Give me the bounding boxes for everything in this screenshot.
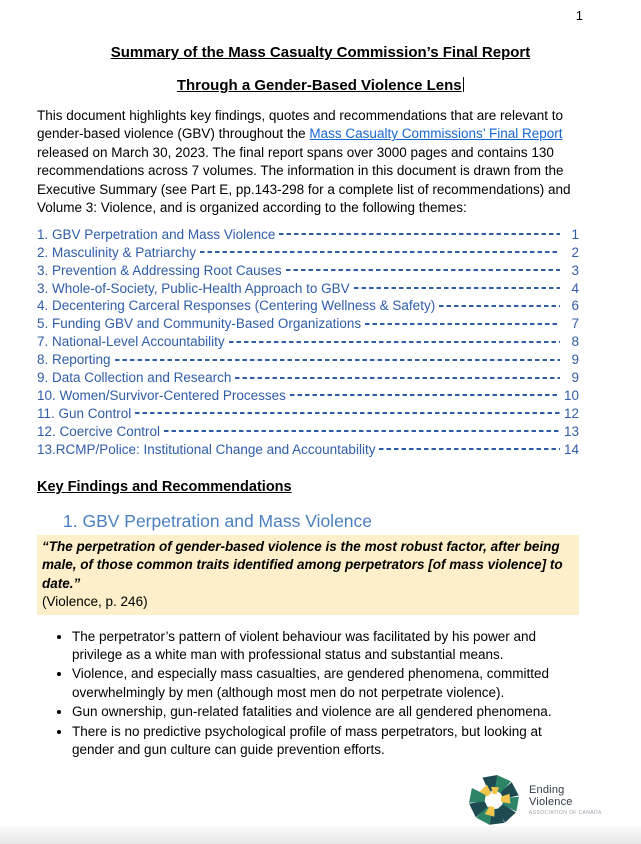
intro-text-before: This document highlights key findings, quotes and recommendations that are relevant to gender-based violence (GBV) throughout the	[37, 108, 564, 142]
toc-item[interactable]	[37, 440, 579, 458]
toc-leader-dashes	[200, 251, 560, 253]
document-title-line2	[0, 77, 641, 94]
section-1-heading: 1. GBV Perpetration and Mass Violence	[63, 511, 373, 532]
toc-item[interactable]	[37, 333, 579, 351]
toc-leader-dashes	[115, 359, 560, 361]
toc-item-label: 4. Decentering Carceral Responses (Centering Wellness & Safety)	[37, 298, 436, 314]
highlighted-quote	[37, 535, 579, 615]
key-findings-heading: Key Findings and Recommendations	[37, 479, 292, 496]
toc-item-page: 12	[563, 405, 579, 421]
toc-item[interactable]	[37, 225, 579, 243]
toc-item-page: 4	[571, 280, 579, 296]
toc-leader-dashes	[365, 323, 560, 325]
intro-text-after: released on March 30, 2023. The final report spans over 3000 pages and contains 130 recommendations across 7 volumes. The information in this document is drawn from the Executive Summary (see Part E, pp.143-298 for a complete list of recommendations) and Volume 3: Violence, and is organized according to the following themes:	[37, 144, 571, 216]
logo-text	[529, 784, 602, 816]
toc-leader-dashes	[379, 448, 560, 450]
toc-list	[37, 225, 579, 458]
quote-text: “The perpetration of gender-based violence is the most robust factor, after being male, of those common traits identified among perpetrators [of mass violence] to date.”	[42, 539, 563, 591]
toc-leader-dashes	[235, 377, 560, 379]
toc-leader-dashes	[290, 394, 560, 396]
logo-text-ending: Ending	[529, 784, 565, 796]
logo-subtext: ASSOCIATION OF CANADA	[529, 810, 602, 816]
toc-leader-dashes	[286, 269, 560, 271]
logo-text-violence: Violence	[529, 796, 573, 808]
bullet-item: • There is no predictive psychological profile of mass perpetrators, but looking at gender and gun culture can guide prevention efforts.	[72, 723, 579, 760]
toc-leader-dashes	[439, 305, 560, 307]
toc-item-page: 14	[563, 441, 579, 457]
toc-leader-dashes	[229, 341, 560, 343]
toc-leader-dashes	[164, 430, 560, 432]
ending-violence-logo	[466, 772, 602, 828]
toc-item-page: 2	[571, 244, 579, 260]
bullet-item: • Gun ownership, gun-related fatalities and violence are all gendered phenomena.	[72, 703, 579, 721]
bullet-item: • Violence, and especially mass casualties, are gendered phenomena, committed overwhelmingly by men (although most men do not perpetrate violence).	[72, 665, 579, 702]
toc-item-label: 10. Women/Survivor-Centered Processes	[37, 387, 286, 403]
toc-item-label: 3. Prevention & Addressing Root Causes	[37, 262, 282, 278]
toc-item-label: 1. GBV Perpetration and Mass Violence	[37, 226, 276, 242]
document-title-line1-text: Summary of the Mass Casualty Commission’s Final Report	[110, 44, 531, 61]
toc-item-page: 1	[571, 226, 579, 242]
toc-item[interactable]	[37, 243, 579, 261]
toc-item[interactable]	[37, 404, 579, 422]
toc-item[interactable]	[37, 279, 579, 297]
page-number: 1	[575, 8, 583, 23]
bullet-item: • The perpetrator’s pattern of violent behaviour was facilitated by his power and privilege as a white man with professional status and substantial means.	[72, 628, 579, 665]
text-cursor	[463, 77, 465, 92]
toc-item-page: 8	[571, 334, 579, 350]
document-title-line1	[0, 44, 641, 61]
toc-item[interactable]	[37, 261, 579, 279]
toc-item-label: 7. National-Level Accountability	[37, 334, 225, 350]
toc-item-page: 9	[571, 352, 579, 368]
toc-item[interactable]	[37, 315, 579, 333]
final-report-link[interactable]: Mass Casualty Commissions’ Final Report	[309, 126, 563, 142]
pinwheel-icon	[466, 772, 522, 828]
quote-attribution: (Violence, p. 246)	[42, 594, 148, 610]
toc-item-label: 8. Reporting	[37, 352, 111, 368]
toc-item-label: 2. Masculinity & Patriarchy	[37, 244, 197, 260]
toc-item-label: 12. Coercive Control	[37, 423, 161, 439]
toc-leader-dashes	[279, 233, 560, 235]
toc-item-page: 3	[571, 262, 579, 278]
toc-item-label: 11. Gun Control	[37, 405, 132, 421]
toc-item[interactable]	[37, 422, 579, 440]
toc-item-page: 10	[563, 387, 579, 403]
toc-item-page: 6	[571, 298, 579, 314]
toc-item[interactable]	[37, 386, 579, 404]
document-title-line2-text: Through a Gender-Based Violence Lens	[176, 77, 462, 94]
toc-item-label: 3. Whole-of-Society, Public-Health Approach to GBV	[37, 280, 350, 296]
intro-paragraph	[37, 107, 579, 217]
toc-item-page: 7	[571, 316, 579, 332]
page-bottom-edge	[0, 826, 641, 844]
toc-item-label: 5. Funding GBV and Community-Based Organizations	[37, 316, 362, 332]
toc-item-page: 13	[563, 423, 579, 439]
document-body	[37, 107, 579, 759]
toc-item-label: 13.RCMP/Police: Institutional Change and Accountability	[37, 441, 376, 457]
toc-leader-dashes	[135, 412, 560, 414]
toc-item[interactable]	[37, 297, 579, 315]
toc-leader-dashes	[354, 287, 560, 289]
toc-item-label: 9. Data Collection and Research	[37, 370, 232, 385]
bullet-list	[37, 628, 579, 760]
toc-item[interactable]	[37, 369, 579, 387]
toc-item-page: 9	[571, 370, 579, 385]
toc-item[interactable]	[37, 351, 579, 369]
